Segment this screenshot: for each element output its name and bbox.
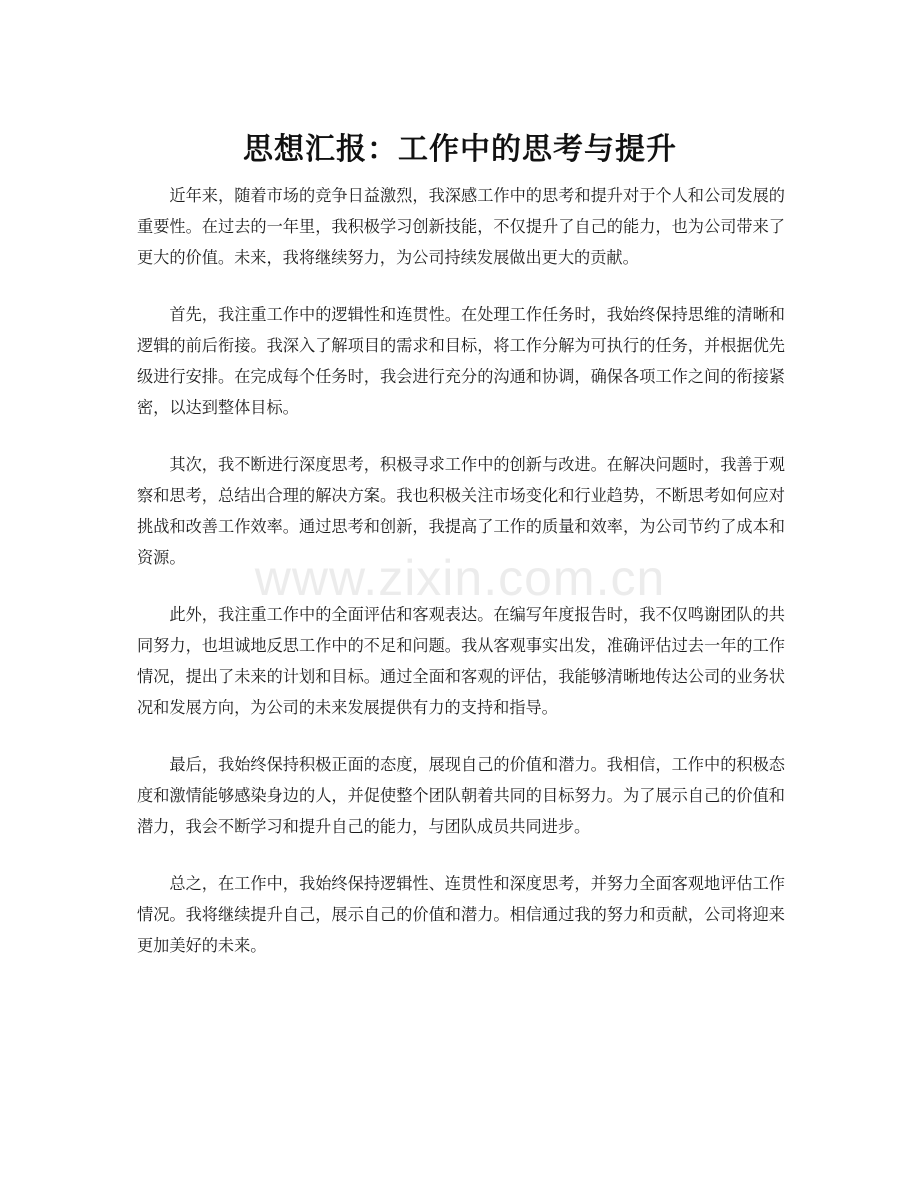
paragraph-conclusion: 总之，在工作中，我始终保持逻辑性、连贯性和深度思考，并努力全面客观地评估工作情况。我将继续提升自己，展示自己的价值和潜力。相信通过我的努力和贡献，公司将迎来更加美好的未来。 — [137, 874, 785, 955]
paragraph-logic: 首先，我注重工作中的逻辑性和连贯性。在处理工作任务时，我始终保持思维的清晰和逻辑的前后衔接。我深入了解项目的需求和目标，将工作分解为可执行的任务，并根据优先级进行安排。在完成每个任务时，我会进行充分的沟通和协调，确保各项工作之间的衔接紧密，以达到整体目标。 — [137, 305, 785, 417]
document-body — [137, 180, 785, 987]
paragraph-intro: 近年来，随着市场的竞争日益激烈，我深感工作中的思考和提升对于个人和公司发展的重要性。在过去的一年里，我积极学习创新技能，不仅提升了自己的能力，也为公司带来了更大的价值。未来，我将继续努力，为公司持续发展做出更大的贡献。 — [137, 186, 785, 267]
document-title: 思想汇报：工作中的思考与提升 — [243, 132, 677, 168]
paragraph-evaluation: 此外，我注重工作中的全面评估和客观表达。在编写年度报告时，我不仅鸣谢团队的共同努力，也坦诚地反思工作中的不足和问题。我从客观事实出发，准确评估过去一年的工作情况，提出了未来的计划和目标。通过全面和客观的评估，我能够清晰地传达公司的业务状况和发展方向，为公司的未来发展提供有力的支持和指导。 — [137, 605, 785, 717]
watermark-text: www.zixin.com.cn — [254, 550, 666, 606]
paragraph-attitude: 最后，我始终保持积极正面的态度，展现自己的价值和潜力。我相信，工作中的积极态度和激情能够感染身边的人，并促使整个团队朝着共同的目标努力。为了展示自己的价值和潜力，我会不断学习和提升自己的能力，与团队成员共同进步。 — [137, 755, 785, 836]
paragraph-thinking: 其次，我不断进行深度思考，积极寻求工作中的创新与改进。在解决问题时，我善于观察和思考，总结出合理的解决方案。我也积极关注市场变化和行业趋势，不断思考如何应对挑战和改善工作效率。通过思考和创新，我提高了工作的质量和效率，为公司节约了成本和资源。 — [137, 455, 785, 567]
